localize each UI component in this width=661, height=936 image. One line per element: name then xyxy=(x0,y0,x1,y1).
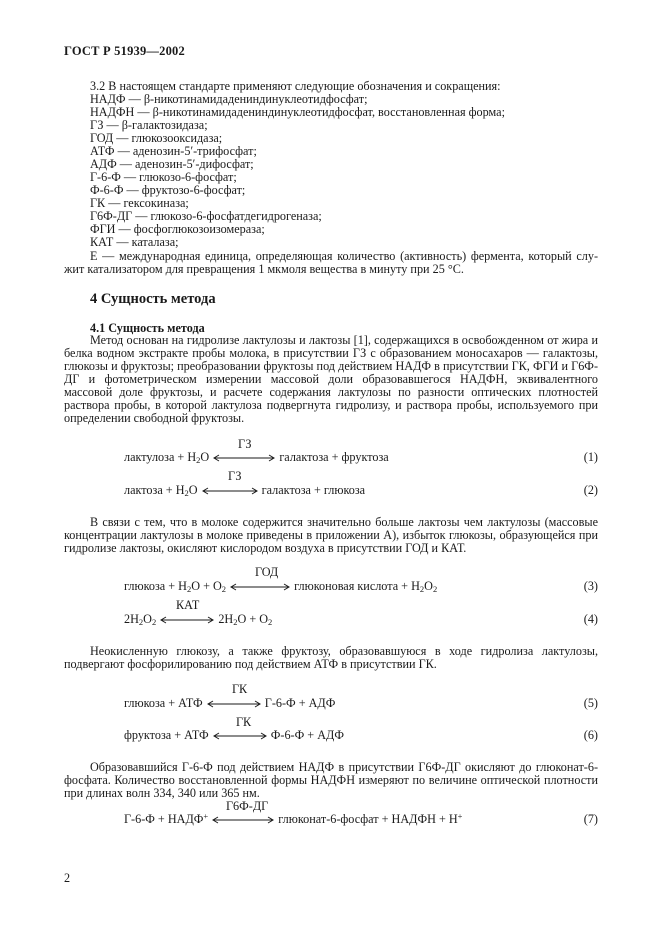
enzyme-label: КАТ xyxy=(176,598,200,612)
list-item: Ф-6-Ф — фруктозо-6-фосфат; xyxy=(90,183,246,197)
reversible-arrow-icon xyxy=(206,700,262,708)
section-title: 4 Сущность метода xyxy=(90,291,216,307)
page-number: 2 xyxy=(64,871,71,885)
equation-number: (2) xyxy=(583,483,598,497)
unit-definition-line2: жит катализатором для превращения 1 мкмоля вещества в минуту при 25 °С. xyxy=(64,262,464,276)
reversible-arrow-icon xyxy=(159,616,215,624)
enzyme-label: ГЗ xyxy=(228,469,242,483)
equation-3: глюкоза + $Н_2О + О_2$ глюконовая кислота + $Н_2О_2$ xyxy=(124,579,438,594)
oxidation-product-paragraph: Образовавшийся Г-6-Ф под действием НАДФ в присутствии Г6Ф-ДГ окисляют до глюконат-6-фосфата. Количество восстановленной формы НАДФН измеряют по величине оптической плотности при длинах волн 334, 340 или 365 нм. xyxy=(64,760,598,800)
list-item: Г6Ф-ДГ — глюкозо-6-фосфатдегидрогеназа; xyxy=(90,209,322,223)
equation-number: (1) xyxy=(583,450,598,464)
equation-2: лактоза + $Н_2О$ галактоза + глюкоза xyxy=(124,483,366,498)
document-header: ГОСТ Р 51939—2002 xyxy=(64,44,185,58)
phosphorylation-paragraph: Неокисленную глюкозу, а также фруктозу, образовавшуюся в ходе гидролиза лактулозы, подвергают фосфорилированию под действием АТФ в присутствии ГК. xyxy=(64,644,598,671)
method-paragraph: Метод основан на гидролизе лактулозы и лактозы [1], содержащихся в освобожденном от жира и белка водном экстракте пробы молока, в присутствии ГЗ с образованием моносахаров — галактозы, глюкозы и фруктозы; преобразовании фруктозы под действием НАДФ в присутствии ГК, ФГИ и Г6Ф-ДГ и фотометрическом измерении массовой доли образовавшегося НАДФН, эквивалентного массовой доле фруктозы, и расчете содержания лактулозы по разности оптических плотностей раствора пробы, в которой лактулоза подвергнута гидролизу, и раствора пробы, используемого при определении свободной фруктозы. xyxy=(64,333,598,425)
equation-5: глюкоза + АТФ Г-6-Ф + АДФ xyxy=(124,696,336,710)
equation-number: (7) xyxy=(583,812,598,826)
list-item: ФГИ — фосфоглюкозоизомераза; xyxy=(90,222,265,236)
equation-number: (5) xyxy=(583,696,598,710)
list-item: ГОД — глюкозооксидаза; xyxy=(90,131,223,145)
list-item: НАДФН — β-никотинамидадениндинуклеотидфосфат, восстановленная форма; xyxy=(90,105,505,119)
unit-definition-line1: Е — международная единица, определяющая количество (активность) фермента, который слу- xyxy=(90,249,598,263)
enzyme-label: ГЗ xyxy=(238,437,252,451)
list-item: АДФ — аденозин-5′-дифосфат; xyxy=(90,157,254,171)
eq-right: галактоза + фруктоза xyxy=(279,450,389,464)
enzyme-label: Г6Ф-ДГ xyxy=(226,799,269,813)
list-item: ГК — гексокиназа; xyxy=(90,196,189,210)
subsection-title: 4.1 Сущность метода xyxy=(90,321,205,335)
equation-4: $2Н_2О_2$ $2Н_2О + О_2$ xyxy=(124,612,273,627)
reversible-arrow-icon xyxy=(229,583,291,591)
reversible-arrow-icon xyxy=(211,816,275,824)
enzyme-label: ГК xyxy=(236,715,252,729)
equation-number: (4) xyxy=(583,612,598,626)
abbreviation-list xyxy=(90,93,505,249)
intro-text: 3.2 В настоящем стандарте применяют следующие обозначения и сокращения: xyxy=(90,79,501,93)
enzyme-label: ГОД xyxy=(255,565,279,579)
list-item: АТФ — аденозин-5′-трифосфат; xyxy=(90,144,257,158)
reversible-arrow-icon xyxy=(201,487,259,495)
equation-1: лактулоза + $Н_2О$ галактоза + фруктоза xyxy=(124,450,389,465)
reversible-arrow-icon xyxy=(212,454,276,462)
equation-6: фруктоза + АТФ Ф-6-Ф + АДФ xyxy=(124,728,344,742)
reversible-arrow-icon xyxy=(212,732,268,740)
list-item: Г-6-Ф — глюкозо-6-фосфат; xyxy=(90,170,237,184)
equation-number: (6) xyxy=(583,728,598,742)
list-item: ГЗ — β-галактозидаза; xyxy=(90,118,208,132)
equation-number: (3) xyxy=(583,579,598,593)
eq-left: лактулоза + Н xyxy=(124,450,197,464)
oxidation-paragraph: В связи с тем, что в молоке содержится значительно больше лактозы чем лактулозы (массовые концентрации лактулозы в молоке приведены в приложении А), избыток глюкозы, образующейся при гидролизе лактозы, окисляют кислородом воздуха в присутствии ГОД и КАТ. xyxy=(64,515,598,555)
equation-7: Г-6-Ф + НАДФ+ глюконат-6-фосфат + НАДФН + Н+ xyxy=(124,811,463,826)
list-item: КАТ — каталаза; xyxy=(90,235,179,249)
enzyme-label: ГК xyxy=(232,682,248,696)
list-item: НАДФ — β-никотинамидадениндинуклеотидфосфат; xyxy=(90,92,368,106)
